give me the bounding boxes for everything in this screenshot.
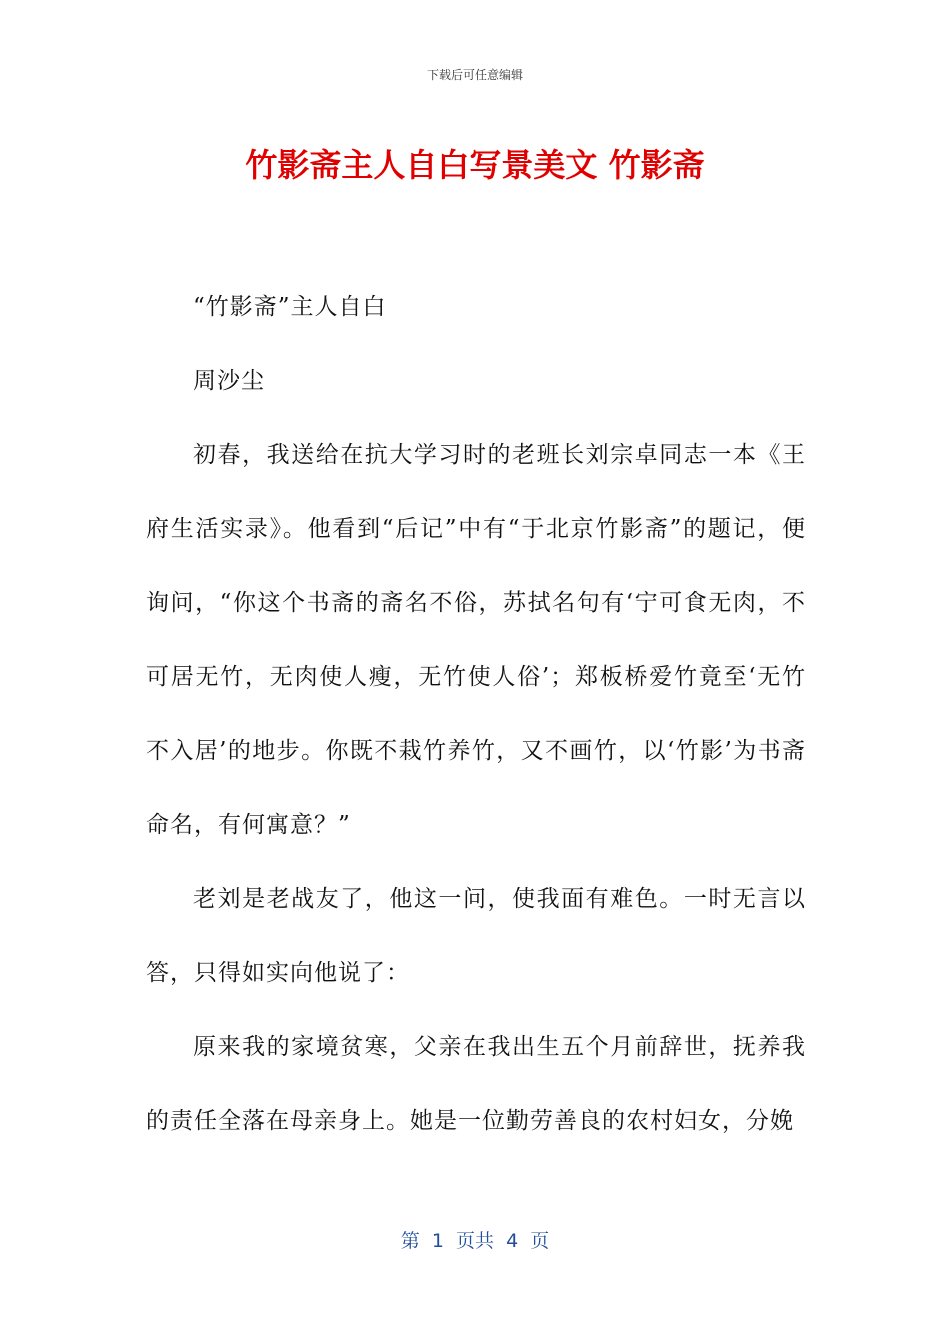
paragraph-author: 周沙尘 — [193, 368, 265, 394]
paragraph: 老刘是老战友了，他这一问，使我面有难色。一时无言以答，只得如实向他说了： — [146, 886, 806, 986]
document-body — [146, 270, 806, 1158]
paragraph: 初春，我送给在抗大学习时的老班长刘宗卓同志一本《王府生活实录》。他看到“后记”中有“于北京竹影斋”的题记，便询问，“你这个书斋的斋名不俗，苏拭名句有‘宁可食无肉，不可居无竹，无肉使人瘦，无竹使人俗’；郑板桥爱竹竟至‘无竹不入居’的地步。你既不栽竹养竹，又不画竹，以‘竹影’为书斋命名，有何寓意？” — [146, 442, 806, 838]
document-title: 竹影斋主人自白写景美文 竹影斋 — [245, 146, 705, 184]
paragraph: 原来我的家境贫寒，父亲在我出生五个月前辞世，抚养我的责任全落在母亲身上。她是一位勤劳善良的农村妇女，分娩 — [146, 1034, 806, 1134]
header-note: 下载后可任意编辑 — [426, 68, 523, 82]
paragraph-subtitle: “竹影斋”主人自白 — [193, 294, 387, 320]
page-number-footer: 第 1 页共 4 页 — [400, 1230, 550, 1252]
